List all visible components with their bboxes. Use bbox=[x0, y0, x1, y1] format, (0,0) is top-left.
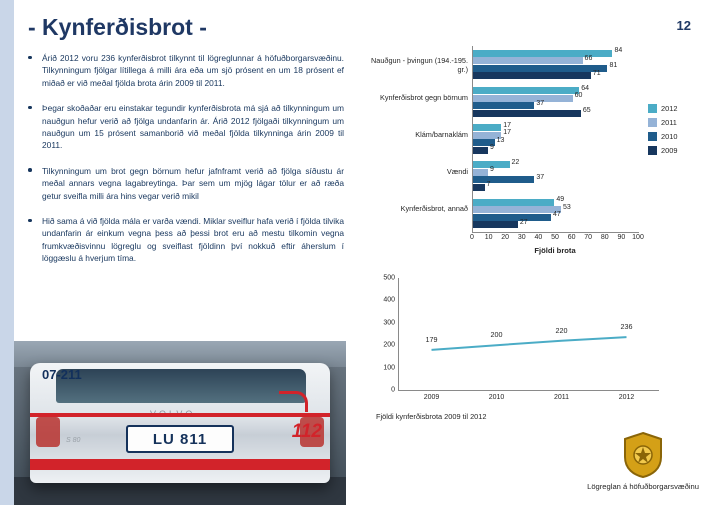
bar-chart-x-title: Fjöldi brota bbox=[534, 246, 576, 255]
bar-value-label: 60 bbox=[574, 92, 583, 100]
bar bbox=[473, 173, 545, 183]
bullet-text: Árið 2012 voru 236 kynferðisbrot tilkynnt til lögreglunnar á höfuðborgarsvæðinu. Tilkynningum fjölgar lítillega á milli ára eða um sjö prósent en um 18 prósent ef miðað er við meðal fjölda brota árin 2009 til 2011. bbox=[42, 53, 344, 88]
x-tick-label: 80 bbox=[600, 234, 609, 241]
x-tick-label: 2012 bbox=[618, 394, 635, 401]
bar bbox=[473, 166, 494, 176]
car-body bbox=[30, 363, 330, 483]
bullet-text: Tilkynningum um brot gegn börnum hefur jafnframt verið að fjölga síðustu ár meðal annars vegna lagabreytinga. Þar sem um mjög lágar tölur er að ræða getur sveifla milli ára hins vegar verið mikil bbox=[42, 165, 344, 201]
bullet-dot-icon bbox=[28, 168, 32, 172]
bar-value-label: 7 bbox=[486, 181, 491, 189]
car-rear-window bbox=[56, 369, 306, 403]
bar-value-label: 9 bbox=[489, 144, 494, 152]
bar-value-label: 37 bbox=[536, 99, 545, 107]
car-model-label: S 80 bbox=[66, 437, 81, 444]
taillight-left bbox=[36, 417, 60, 447]
bar-chart bbox=[360, 46, 698, 258]
data-point-label: 220 bbox=[555, 325, 568, 335]
logo-caption: Lögreglan á höfuðborgarsvæðinu bbox=[587, 482, 699, 491]
x-tick-label: 90 bbox=[617, 234, 626, 241]
page-number: 12 bbox=[676, 18, 691, 33]
legend-label: 2009 bbox=[661, 146, 678, 155]
bar-chart-plot-area bbox=[371, 46, 639, 233]
police-car-photo bbox=[14, 341, 346, 505]
bar-value-label: 66 bbox=[584, 54, 593, 62]
bar bbox=[473, 121, 512, 131]
license-plate: LU 811 bbox=[126, 425, 234, 453]
x-tick-label: 2009 bbox=[423, 394, 440, 401]
car-red-stripe-upper bbox=[30, 413, 330, 417]
line-series bbox=[399, 278, 659, 390]
y-tick-label: 100 bbox=[383, 364, 395, 372]
bar bbox=[473, 203, 571, 213]
bullet-dot-icon bbox=[28, 219, 32, 223]
legend-swatch bbox=[648, 118, 657, 127]
line-chart bbox=[360, 272, 698, 442]
police-logo bbox=[587, 431, 699, 491]
x-tick-label: 2011 bbox=[553, 394, 570, 401]
data-point-label: 200 bbox=[490, 330, 503, 340]
data-point-label: 236 bbox=[620, 322, 633, 332]
bar-group bbox=[415, 121, 639, 154]
bar bbox=[473, 144, 494, 154]
bullet-list bbox=[24, 52, 344, 278]
x-tick-label: 60 bbox=[567, 234, 576, 241]
list-item bbox=[24, 165, 344, 202]
bullet-text: Þegar skoðaðar eru einstakar tegundir kynferðisbrota má sjá að tilkynningum um nauðgun hefur verið að fjölga undanfarin ár. Árið 2012 fjölgaði tilkynningum um nauðgun um 15 prósent samanborið við meðal fjölda tilkynninga árin 2009 til 2011. bbox=[42, 103, 344, 151]
legend-swatch bbox=[648, 104, 657, 113]
bar bbox=[473, 54, 593, 64]
bar-chart-legend bbox=[648, 104, 677, 160]
bar-group bbox=[446, 158, 639, 191]
bar-value-label: 17 bbox=[503, 121, 512, 129]
bar-category-label: Kynferðisbrot, annað bbox=[400, 204, 468, 214]
bar-chart-x-axis bbox=[470, 232, 644, 246]
car-red-stripe-lower bbox=[30, 459, 330, 470]
data-point-label: 179 bbox=[425, 334, 438, 344]
bar-value-label: 9 bbox=[489, 166, 494, 174]
legend-label: 2011 bbox=[661, 118, 677, 127]
legend-label: 2012 bbox=[661, 104, 678, 113]
x-tick-label: 20 bbox=[501, 234, 510, 241]
left-color-band bbox=[0, 0, 14, 505]
page-title: - Kynferðisbrot - bbox=[28, 14, 207, 40]
bar-category-label: Nauðgun - þvingun (194.-195. gr.) bbox=[371, 55, 468, 74]
x-tick-label: 0 bbox=[470, 234, 474, 241]
bar-category-label: Klám/barnaklám bbox=[415, 130, 468, 139]
bar-group bbox=[379, 84, 639, 117]
legend-swatch bbox=[648, 132, 657, 141]
bar bbox=[473, 69, 601, 79]
bar bbox=[473, 218, 528, 228]
x-tick-label: 2010 bbox=[488, 394, 505, 401]
y-tick-label: 0 bbox=[391, 386, 395, 394]
bar-value-label: 53 bbox=[562, 203, 571, 211]
bar-value-label: 49 bbox=[556, 196, 565, 204]
phone-handset-icon bbox=[279, 391, 308, 412]
bar bbox=[473, 62, 618, 72]
y-tick-label: 500 bbox=[383, 274, 395, 282]
bar-value-label: 13 bbox=[496, 136, 505, 144]
bar-category-label: Vændi bbox=[446, 167, 468, 177]
x-tick-label: 100 bbox=[632, 234, 644, 241]
emergency-number-label: 112 bbox=[291, 421, 322, 442]
y-tick-label: 400 bbox=[383, 296, 395, 304]
list-item bbox=[24, 102, 344, 152]
y-tick-label: 300 bbox=[383, 319, 395, 327]
bar-value-label: 65 bbox=[582, 107, 591, 115]
line-chart-caption: Fjöldi kynferðisbrota 2009 til 2012 bbox=[376, 412, 487, 421]
x-tick-label: 30 bbox=[517, 234, 526, 241]
bullet-dot-icon bbox=[28, 106, 32, 110]
bullet-text: Hið sama á við fjölda mála er varða vændi. Miklar sveiflur hafa verið í fjölda tilvika undanfarin ár einkum vegna þess að þessi brot eru að mestu tilkomin vegna frumkvæðisvinnu lögreglu og sveiflast fjöldinn því nokkuð eftir áherslum í löggæslu á hverjum tíma. bbox=[42, 216, 344, 264]
bar-value-label: 64 bbox=[581, 84, 590, 92]
bar bbox=[473, 181, 491, 191]
bar bbox=[473, 92, 583, 102]
x-tick-label: 10 bbox=[484, 234, 493, 241]
list-item bbox=[24, 52, 344, 89]
bar-value-label: 17 bbox=[503, 129, 512, 137]
bar-value-label: 22 bbox=[511, 158, 520, 166]
line-chart-plot-area bbox=[383, 274, 659, 401]
x-tick-label: 40 bbox=[534, 234, 543, 241]
y-tick-label: 200 bbox=[383, 341, 395, 349]
legend-item bbox=[648, 146, 677, 155]
x-tick-label: 50 bbox=[551, 234, 559, 241]
bar-group bbox=[371, 47, 639, 80]
legend-item bbox=[648, 118, 677, 127]
legend-item bbox=[648, 104, 677, 113]
bullet-dot-icon bbox=[28, 56, 32, 60]
car-roof-number: 07-211 bbox=[42, 367, 82, 382]
legend-item bbox=[648, 132, 677, 141]
bar-value-label: 27 bbox=[519, 218, 528, 226]
list-item bbox=[24, 215, 344, 265]
bar-value-label: 81 bbox=[609, 62, 618, 70]
bar-group bbox=[400, 196, 639, 229]
bar bbox=[473, 99, 545, 109]
legend-swatch bbox=[648, 146, 657, 155]
legend-label: 2010 bbox=[661, 132, 678, 141]
bar bbox=[473, 84, 590, 94]
bar bbox=[473, 107, 591, 117]
bar bbox=[473, 211, 561, 221]
shield-icon bbox=[621, 431, 665, 479]
bar-value-label: 71 bbox=[592, 69, 601, 77]
bar-value-label: 47 bbox=[553, 211, 561, 219]
bar-category-label: Kynferðisbrot gegn börnum bbox=[379, 92, 468, 102]
bar-value-label: 37 bbox=[536, 173, 545, 181]
bar bbox=[473, 196, 565, 206]
bar-value-label: 84 bbox=[614, 47, 623, 55]
x-tick-label: 70 bbox=[584, 234, 593, 241]
